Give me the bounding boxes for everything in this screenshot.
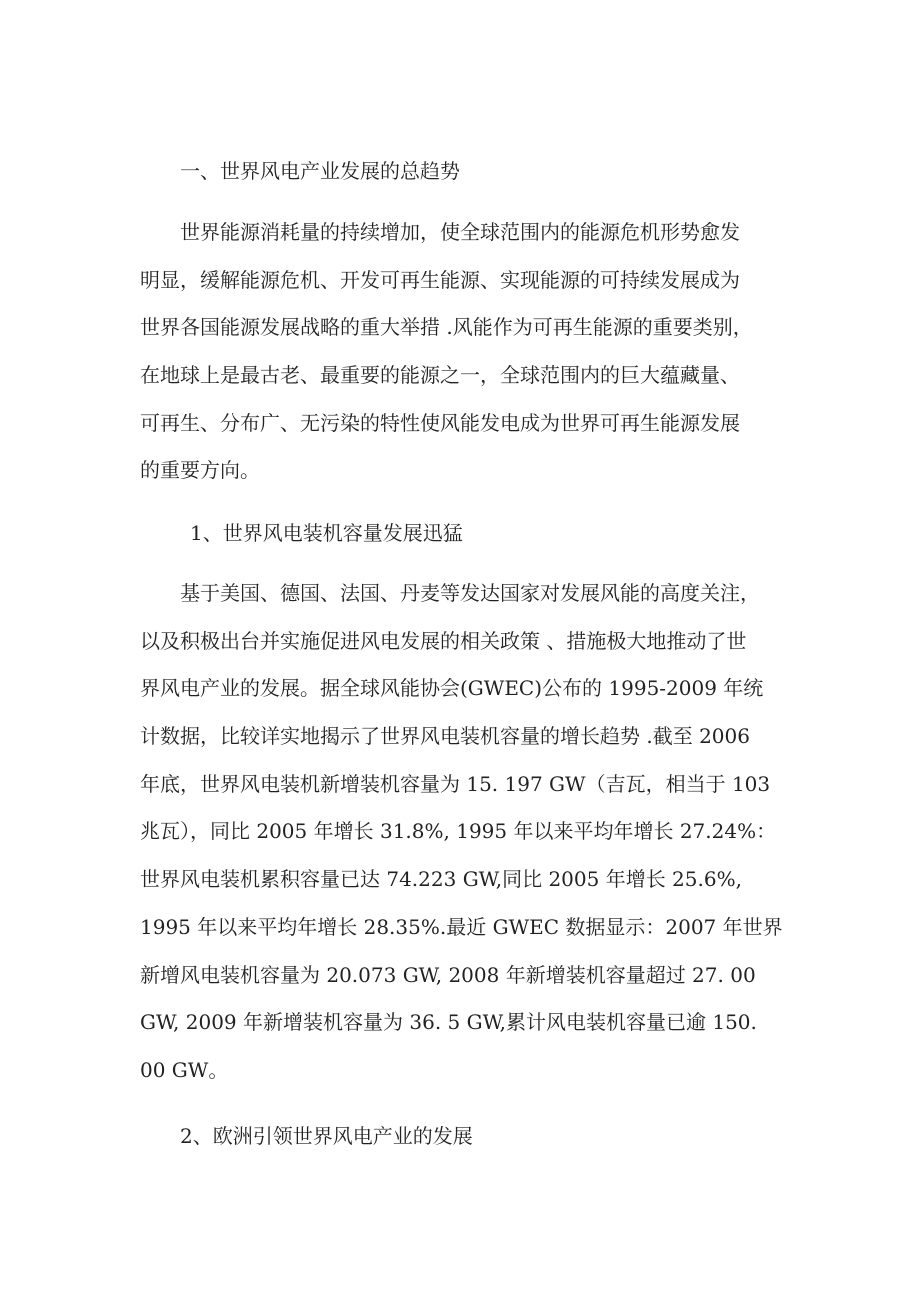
text-line: 基于美国、德国、法国、丹麦等发达国家对发展风能的高度关注， bbox=[180, 581, 760, 605]
text-line: GW, 2009 年新增装机容量为 36. 5 GW,累计风电装机容量已逾 150. bbox=[140, 1010, 757, 1035]
paragraph-capacity bbox=[140, 570, 800, 1095]
paragraph-overview bbox=[140, 209, 800, 495]
text-line: 世界能源消耗量的持续增加，使全球范围内的能源危机形势愈发 bbox=[180, 220, 740, 244]
text-line: 1995 年以来平均年增长 28.35%.最近 GWEC 数据显示：2007 年世界 bbox=[140, 914, 783, 939]
text-line: 世界各国能源发展战略的重大举措 .风能作为可再生能源的重要类别， bbox=[140, 315, 753, 340]
text-line: 在地球上是最古老、最重要的能源之一，全球范围内的巨大蕴藏量、 bbox=[140, 363, 740, 388]
subsection-heading: 1、世界风电装机容量发展迅猛 bbox=[190, 521, 463, 545]
section-heading: 一、世界风电产业发展的总趋势 bbox=[180, 159, 460, 183]
text-line: 年底，世界风电装机新增装机容量为 15. 197 GW（吉瓦，相当于 103 bbox=[140, 771, 771, 796]
text-line: 的重要方向。 bbox=[140, 458, 260, 483]
text-line: 兆瓦），同比 2005 年增长 31.8%, 1995 年以来平均年增长 27.24%： bbox=[140, 819, 777, 844]
text-line: 可再生、分布广、无污染的特性使风能发电成为世界可再生能源发展 bbox=[140, 410, 740, 435]
text-line: 明显，缓解能源危机、开发可再生能源、实现能源的可持续发展成为 bbox=[140, 267, 740, 292]
text-line: 世界风电装机累积容量已达 74.223 GW,同比 2005 年增长 25.6%, bbox=[140, 867, 742, 892]
text-line: 界风电产业的发展。据全球风能协会(GWEC)公布的 1995-2009 年统 bbox=[140, 676, 764, 701]
text-line: 新增风电装机容量为 20.073 GW, 2008 年新增装机容量超过 27. 00 bbox=[140, 962, 756, 987]
text-line: 计数据，比较详实地揭示了世界风电装机容量的增长趋势 .截至 2006 bbox=[140, 724, 750, 749]
text-line: 以及积极出台并实施促进风电发展的相关政策 、措施极大地推动了世 bbox=[140, 628, 747, 653]
subsection-heading: 2、欧洲引领世界风电产业的发展 bbox=[180, 1124, 473, 1148]
text-line: 00 GW。 bbox=[140, 1057, 229, 1082]
